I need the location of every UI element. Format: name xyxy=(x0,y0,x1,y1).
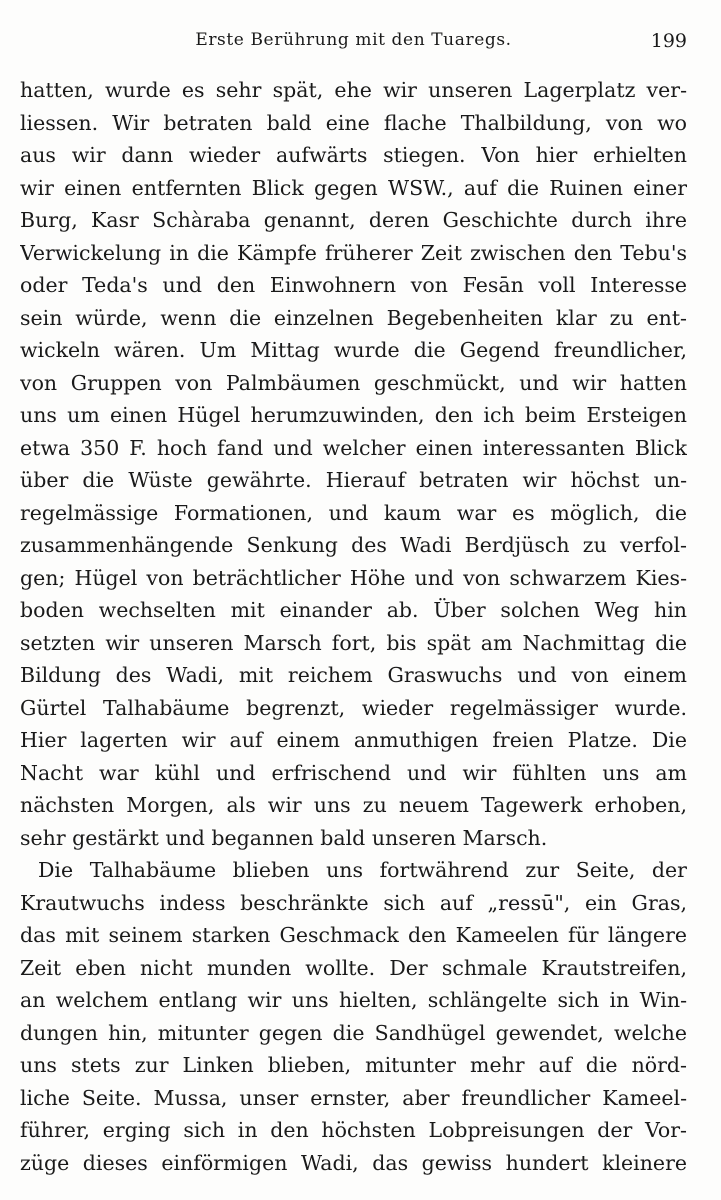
text-line: Verwickelung in die Kämpfe früherer Zeit zwischen den Tebu's xyxy=(20,240,687,265)
text-line: über die Wüste gewährte. Hierauf betraten wir höchst un- xyxy=(20,468,687,492)
text-line: dungen hin, mitunter gegen die Sandhügel gewendet, welche xyxy=(20,1020,687,1045)
text-line: oder Teda's und den Einwohnern von Fesān voll Interesse xyxy=(20,273,687,297)
text-line: an welchem entlang wir uns hielten, schlängelte sich in Win- xyxy=(20,988,687,1012)
text-line: setzten wir unseren Marsch fort, bis spät am Nachmittag die xyxy=(20,630,687,655)
text-line: Gürtel Talhabäume begrenzt, wieder regelmässiger wurde. xyxy=(20,695,687,720)
running-title: Erste Berührung mit den Tuaregs. xyxy=(195,30,512,50)
text-line: liche Seite. Mussa, unser ernster, aber freundlicher Kameel- xyxy=(20,1085,687,1110)
text-line: liessen. Wir betraten bald eine flache Thalbildung, von wo xyxy=(20,110,687,135)
text-line: Nacht war kühl und erfrischend und wir fühlten uns am xyxy=(20,760,687,785)
text-line: sein würde, wenn die einzelnen Begebenheiten klar zu ent- xyxy=(20,305,687,330)
page-number: 199 xyxy=(650,30,687,52)
text-line: aus wir dann wieder aufwärts stiegen. Von hier erhielten xyxy=(20,143,687,167)
text-line: gen; Hügel von beträchtlicher Höhe und von schwarzem Kies- xyxy=(20,565,687,590)
text-line: boden wechselten mit einander ab. Über solchen Weg hin xyxy=(20,598,687,622)
text-line: uns stets zur Linken blieben, mitunter mehr auf die nörd- xyxy=(20,1053,687,1077)
running-head xyxy=(20,30,687,54)
text-line: Zeit eben nicht munden wollte. Der schmale Krautstreifen, xyxy=(20,955,687,980)
text-line: Bildung des Wadi, mit reichem Graswuchs und von einem xyxy=(20,663,687,687)
text-line-paragraph-start: Die Talhabäume blieben uns fortwährend zur Seite, der xyxy=(38,858,687,882)
text-line: zusammenhängende Senkung des Wadi Berdjüsch zu verfol- xyxy=(20,533,687,557)
text-line: uns um einen Hügel herumzuwinden, den ich beim Ersteigen xyxy=(20,403,687,427)
text-line: von Gruppen von Palmbäumen geschmückt, und wir hatten xyxy=(20,370,687,395)
text-line: das mit seinem starken Geschmack den Kameelen für längere xyxy=(20,923,687,947)
text-line: Krautwuchs indess beschränkte sich auf „ressū", ein Gras, xyxy=(20,890,687,915)
text-line-paragraph-end: sehr gestärkt und begannen bald unseren Marsch. xyxy=(20,825,548,850)
text-line: wir einen entfernten Blick gegen WSW., auf die Ruinen einer xyxy=(20,175,687,200)
text-line: Hier lagerten wir auf einem anmuthigen freien Platze. Die xyxy=(20,728,687,752)
text-line: nächsten Morgen, als wir uns zu neuem Tagewerk erhoben, xyxy=(20,793,687,817)
text-line: Burg, Kasr Schàraba genannt, deren Geschichte durch ihre xyxy=(20,208,687,232)
text-line: etwa 350 F. hoch fand und welcher einen interessanten Blick xyxy=(20,435,687,460)
text-line: führer, erging sich in den höchsten Lobpreisungen der Vor- xyxy=(20,1118,687,1142)
text-line: wickeln wären. Um Mittag wurde die Gegend freundlicher, xyxy=(20,338,687,362)
body-text xyxy=(20,74,687,1179)
text-line: regelmässige Formationen, und kaum war es möglich, die xyxy=(20,500,687,525)
text-line: hatten, wurde es sehr spät, ehe wir unseren Lagerplatz ver- xyxy=(20,78,687,102)
text-line: züge dieses einförmigen Wadi, das gewiss hundert kleinere xyxy=(20,1150,687,1175)
